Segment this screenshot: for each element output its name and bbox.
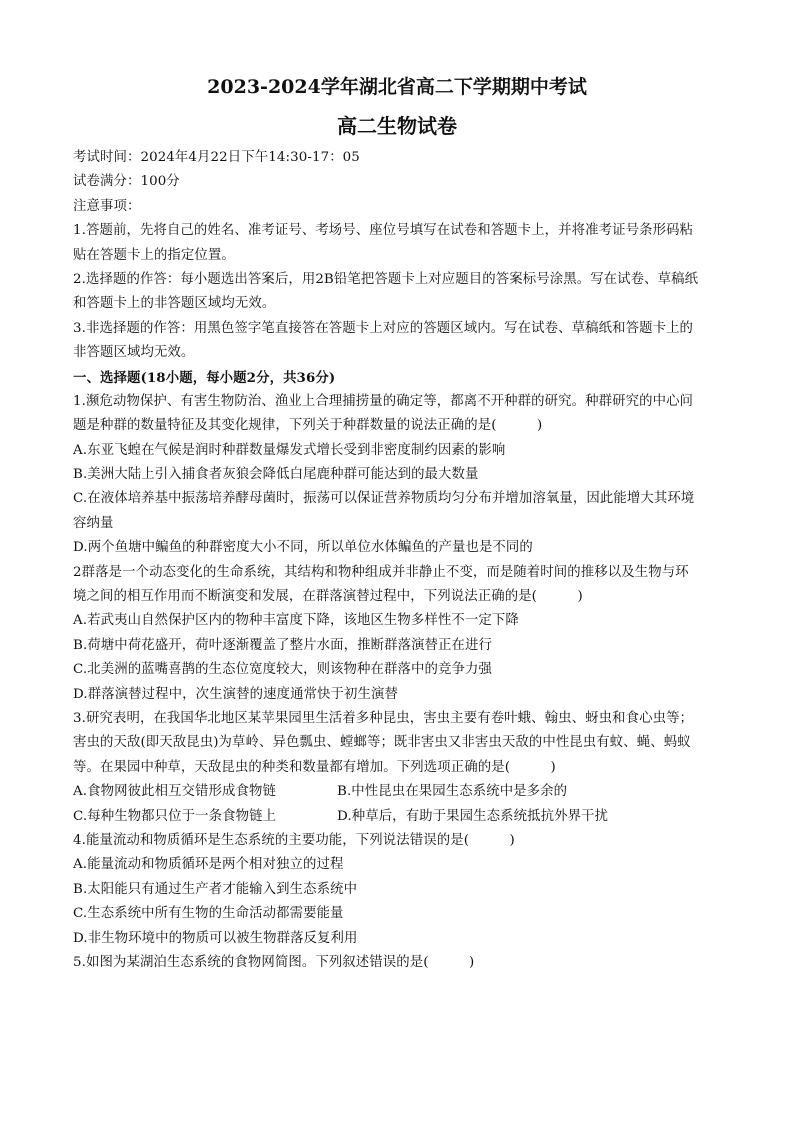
q1-option-c-line-1: C.在液体培养基中振荡培养酵母菌时，振荡可以保证营养物质均匀分布并增加溶氧量，因此能增大其环境 <box>73 491 695 507</box>
q2-option-a: A.若武夷山自然保护区内的物种丰富度下降，该地区生物多样性不一定下降 <box>73 613 519 629</box>
q3-stem-line-3: 等。在果园中种草，天敌昆虫的种类和数量都有增加。下列选项正确的是( ) <box>73 759 556 775</box>
q3-option-d: D.种草后，有助于果园生态系统抵抗外界干扰 <box>337 808 609 824</box>
q1-option-b: B.美洲大陆上引入捕食者灰狼会降低白尾鹿种群可能达到的最大数量 <box>73 467 479 483</box>
q3-stem-line-1: 3.研究表明，在我国华北地区某苹果园里生活着多种昆虫，害虫主要有卷叶蛾、翰虫、蚜虫和食心虫等； <box>73 710 694 726</box>
q3-stem-line-2: 害虫的天敌(即天敌昆虫)为草岭、异色瓢虫、螳螂等；既非害虫又非害虫天敌的中性昆虫有蚊、蝇、蚂蚁 <box>73 735 691 751</box>
q3-options-row-1 <box>73 780 723 804</box>
q4-option-b: B.太阳能只有通过生产者才能输入到生态系统中 <box>73 881 358 897</box>
notice-2-line-1: 2.选择题的作答：每小题选出答案后，用2B铅笔把答题卡上对应题目的答案标号涂黑。写在试卷、草稿纸 <box>73 271 699 287</box>
exam-time: 考试时间：2024年4月22日下午14:30-17：05 <box>73 150 360 165</box>
q4-option-a: A.能量流动和物质循环是两个相对独立的过程 <box>73 857 344 873</box>
notice-label: 注意事项： <box>73 198 141 214</box>
exam-body <box>73 146 723 975</box>
exam-score: 试卷满分：100分 <box>73 174 180 190</box>
exam-subtitle: 高二生物试卷 <box>337 114 457 138</box>
q3-options-row-2 <box>73 805 723 829</box>
q3-option-a: A.食物网彼此相互交错形成食物链 <box>73 784 276 800</box>
q1-stem-line-2: 题是种群的数量特征及其变化规律，下列关于种群数量的说法正确的是( ) <box>73 418 543 434</box>
q2-option-c: C.北美洲的蓝嘴喜鹊的生态位宽度较大，则该物种在群落中的竞争力强 <box>73 662 492 678</box>
q2-option-b: B.荷塘中荷花盛开，荷叶逐渐覆盖了整片水面，推断群落演替正在进行 <box>73 637 493 653</box>
q1-option-d: D.两个鱼塘中鳊鱼的种群密度大小不同，所以单位水体鳊鱼的产量也是不同的 <box>73 540 533 556</box>
q5-stem: 5.如图为某湖泊生态系统的食物网简图。下列叙述错误的是( ) <box>73 954 475 970</box>
q2-option-d: D.群落演替过程中，次生演替的速度通常快于初生演替 <box>73 686 398 702</box>
q4-option-c: C.生态系统中所有生物的生命活动都需要能量 <box>73 906 344 922</box>
q4-stem: 4.能量流动和物质循环是生态系统的主要功能，下列说法错误的是( ) <box>73 832 515 848</box>
notice-3-line-1: 3.非选择题的作答：用黑色签字笔直接答在答题卡上对应的答题区域内。写在试卷、草稿纸和答题卡上的 <box>73 320 694 336</box>
q3-option-c: C.每种生物都只位于一条食物链上 <box>73 808 277 824</box>
notice-2-line-2: 和答题卡上的非答题区域均无效。 <box>73 296 276 312</box>
notice-3-line-2: 非答题区域均无效。 <box>73 345 195 361</box>
q2-stem-line-1: 2群落是一个动态变化的生命系统，其结构和物种组成并非静止不变，而是随着时间的推移以及生物与环 <box>73 564 689 580</box>
notice-1-line-1: 1.答题前，先将自己的姓名、准考证号、考场号、座位号填写在试卷和答题卡上，并将准考证号条形码粘 <box>73 223 694 239</box>
q3-option-b: B.中性昆虫在果园生态系统中是多余的 <box>337 784 568 800</box>
q1-option-a: A.东亚飞蝗在气候是润时种群数量爆发式增长受到非密度制约因素的影响 <box>73 442 506 458</box>
q1-stem-line-1: 1.濒危动物保护、有害生物防治、渔业上合理捕捞量的确定等，都离不开种群的研究。种群研究的中心问 <box>73 393 694 409</box>
q4-option-d: D.非生物环境中的物质可以被生物群落反复利用 <box>73 930 358 946</box>
section-heading: 一、选择题(18小题，每小题2分，共36分) <box>73 369 336 386</box>
exam-title: 2023-2024学年湖北省高二下学期期中考试 <box>207 76 587 98</box>
q1-option-c-line-2: 容纳量 <box>73 515 114 531</box>
q2-stem-line-2: 境之间的相互作用而不断演变和发展，在群落演替过程中，下列说法正确的是( ) <box>73 589 583 605</box>
notice-1-line-2: 贴在答题卡上的指定位置。 <box>73 247 235 263</box>
